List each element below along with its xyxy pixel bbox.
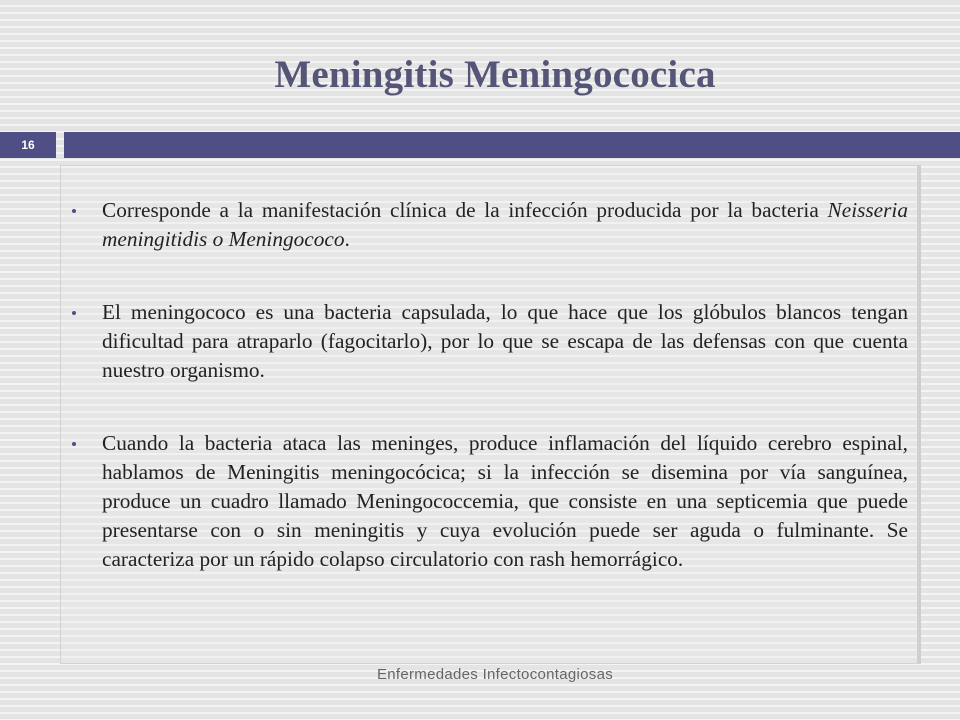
bullet-text: El meningococo es una bacteria capsulada, lo que hace que los glóbulos blancos tengan dificultad para atraparlo (fagocitarlo), por lo que se escapa de las defensas con que cuenta nuestro organismo. bbox=[102, 300, 908, 382]
slide-number-badge: 16 bbox=[0, 132, 56, 158]
slide-footer: Enfermedades Infectocontagiosas bbox=[376, 666, 614, 683]
bullet-list bbox=[70, 196, 908, 574]
bullet-item-definition bbox=[70, 196, 908, 254]
bullet-dot-icon bbox=[72, 442, 76, 446]
bullet-dot-icon bbox=[72, 311, 76, 315]
bullet-text-end: . bbox=[344, 227, 350, 251]
slide-title: Meningitis Meningococica bbox=[274, 53, 716, 96]
bullet-text: Corresponde a la manifestación clínica de la infección producida por la bacteria bbox=[102, 198, 828, 222]
bullet-dot-icon bbox=[72, 209, 76, 213]
bullet-italic-text: Neisseria meningitidis o Meningococo bbox=[102, 198, 908, 251]
bullet-item-meninges bbox=[70, 429, 908, 574]
bullet-item-capsule bbox=[70, 298, 908, 385]
bullet-text: Cuando la bacteria ataca las meninges, produce inflamación del líquido cerebro espinal, hablamos de Meningitis meningocócica; si la infección se disemina por vía sanguínea, produce un cuadro llamado Meningococcemia, que consiste en una septicemia que puede presentarse con o sin meningitis y cuya evolución puede ser aguda o fulminante. Se caracteriza por un rápido colapso circulatorio con rash hemorrágico. bbox=[102, 431, 908, 571]
header-bar bbox=[64, 132, 960, 158]
